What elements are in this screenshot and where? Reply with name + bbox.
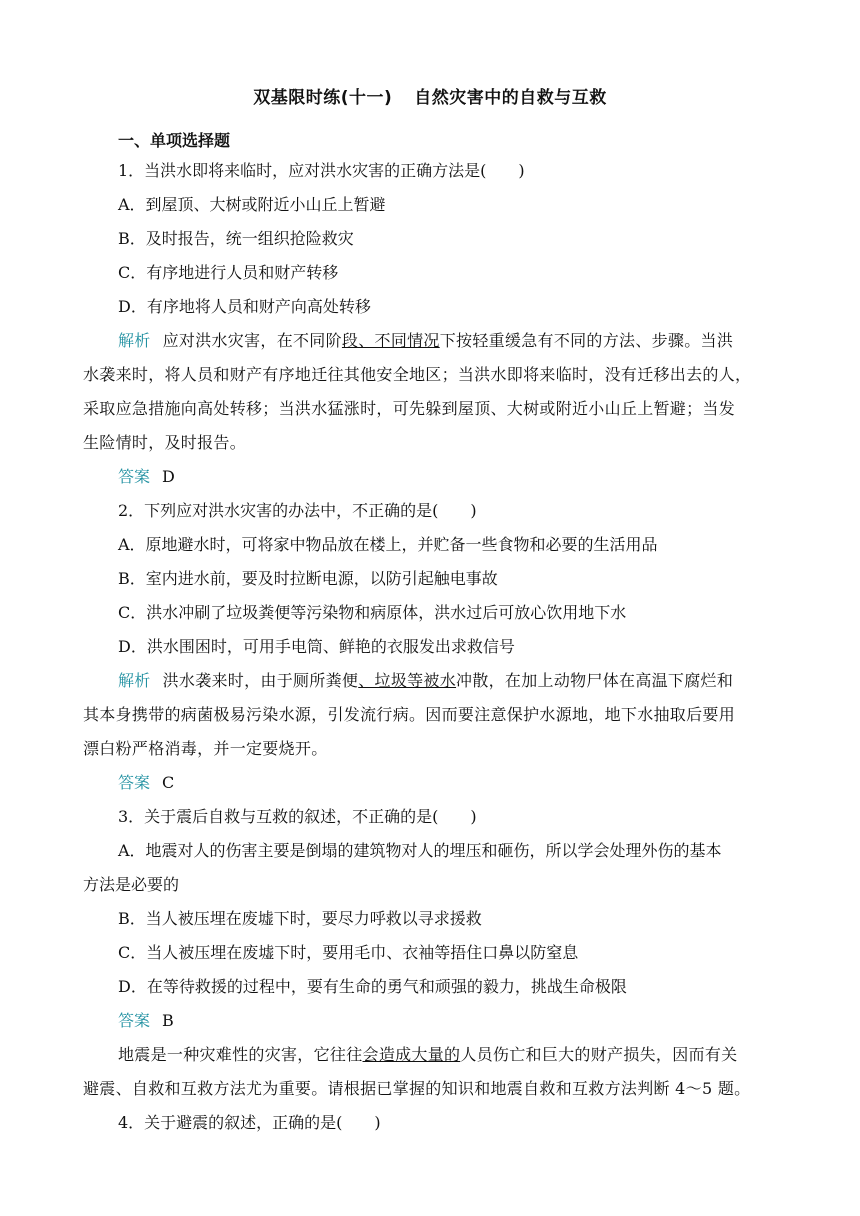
q3-stem: 3．关于震后自救与互救的叙述，不正确的是( ) xyxy=(118,807,477,826)
q1-option-b: B．及时报告，统一组织抢险救灾 xyxy=(118,229,354,248)
q1-explanation-line: 解析 应对洪水灾害，在不同阶段、不同情况下按轻重缓急有不同的方法、步骤。当洪 xyxy=(118,331,734,350)
intro-paragraph-line: 避震、自救和互救方法尤为重要。请根据已掌握的知识和地震自救和互救方法判断 4～5 题。 xyxy=(83,1079,751,1098)
q2-option-d: D．洪水围困时，可用手电筒、鲜艳的衣服发出求救信号 xyxy=(118,637,515,656)
explanation-label: 解析 xyxy=(118,671,151,690)
q1-answer xyxy=(118,467,780,487)
q2-option-b: B．室内进水前，要及时拉断电源，以防引起触电事故 xyxy=(118,569,498,588)
q2-explanation-line: 其本身携带的病菌极易污染水源，引发流行病。因而要注意保护水源地，地下水抽取后要用 xyxy=(83,705,736,724)
q2-explanation-line: 解析 洪水袭来时，由于厕所粪便、垃圾等被水冲散，在加上动物尸体在高温下腐烂和 xyxy=(118,671,734,690)
q2-stem: 2．下列应对洪水灾害的办法中，不正确的是( ) xyxy=(118,501,477,520)
section-heading: 一、单项选择题 xyxy=(118,131,231,150)
q2-option-c: C．洪水冲刷了垃圾粪便等污染物和病原体，洪水过后可放心饮用地下水 xyxy=(118,603,627,622)
answer-value: B xyxy=(162,1011,174,1030)
intro-paragraph-line: 地震是一种灾难性的灾害，它往往会造成大量的人员伤亡和巨大的财产损失，因而有关 xyxy=(118,1045,738,1064)
title-left: 双基限时练(十一) xyxy=(253,88,393,108)
q1-stem: 1．当洪水即将来临时，应对洪水灾害的正确方法是( ) xyxy=(118,161,525,180)
q1-option-d: D．有序地将人员和财产向高处转移 xyxy=(118,297,371,316)
q3-option-a-cont: 方法是必要的 xyxy=(83,875,180,894)
q3-answer xyxy=(118,1011,780,1031)
q3-option-c: C．当人被压埋在废墟下时，要用毛巾、衣袖等捂住口鼻以防窒息 xyxy=(118,943,579,962)
answer-value: C xyxy=(162,773,175,792)
page-title xyxy=(0,83,860,108)
answer-label: 答案 xyxy=(118,1011,151,1030)
q4-stem: 4．关于避震的叙述，正确的是( ) xyxy=(118,1113,381,1132)
q2-answer xyxy=(118,773,780,793)
answer-label: 答案 xyxy=(118,773,151,792)
answer-value: D xyxy=(162,467,175,486)
q3-option-b: B．当人被压埋在废墟下时，要尽力呼救以寻求援救 xyxy=(118,909,482,928)
q1-explanation-line: 生险情时，及时报告。 xyxy=(83,433,247,452)
q1-explanation-line: 采取应急措施向高处转移；当洪水猛涨时，可先躲到屋顶、大树或附近小山丘上暂避；当发 xyxy=(83,399,736,418)
q1-option-a: A．到屋顶、大树或附近小山丘上暂避 xyxy=(118,195,386,214)
q1-option-c: C．有序地进行人员和财产转移 xyxy=(118,263,339,282)
q3-option-a: A．地震对人的伤害主要是倒塌的建筑物对人的埋压和砸伤，所以学会处理外伤的基本 xyxy=(118,841,722,860)
answer-label: 答案 xyxy=(118,467,151,486)
q2-option-a: A．原地避水时，可将家中物品放在楼上，并贮备一些食物和必要的生活用品 xyxy=(118,535,658,554)
explanation-label: 解析 xyxy=(118,331,151,350)
q2-explanation-line: 漂白粉严格消毒，并一定要烧开。 xyxy=(83,739,328,758)
q1-explanation-line: 水袭来时，将人员和财产有序地迁往其他安全地区；当洪水即将来临时，没有迁移出去的人， xyxy=(83,365,752,384)
title-right: 自然灾害中的自救与互救 xyxy=(414,88,607,108)
q3-option-d: D．在等待救援的过程中，要有生命的勇气和顽强的毅力，挑战生命极限 xyxy=(118,977,627,996)
